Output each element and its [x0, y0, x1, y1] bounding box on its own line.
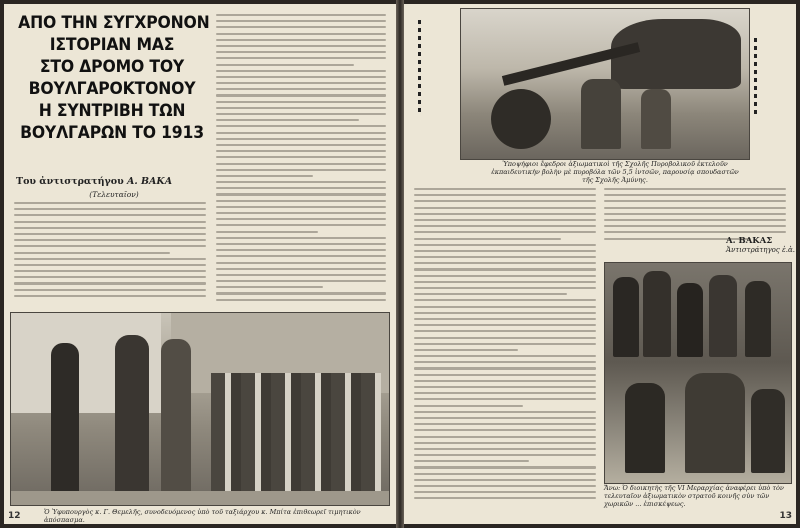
text-line	[414, 200, 596, 202]
text-line	[216, 26, 386, 28]
text-line	[604, 207, 786, 209]
text-line	[414, 287, 596, 289]
text-line	[216, 138, 386, 140]
text-line	[216, 39, 386, 41]
text-line	[216, 144, 386, 146]
text-line	[14, 221, 206, 223]
text-line	[414, 312, 596, 314]
text-line	[216, 33, 386, 35]
text-line	[216, 125, 386, 127]
left-page	[4, 4, 396, 524]
text-line	[216, 212, 386, 214]
text-line	[414, 361, 596, 363]
left-photo-caption: Ὁ Ὑφυπουργὸς κ. Γ. Θεμελῆς, συνοδευόμενος ὑπὸ τοῦ ταξιάρχου κ. Μπίτα ἐπιθεωρεῖ τιμητικὸν ἀπόσπασμα.	[44, 508, 361, 524]
text-line	[14, 252, 170, 254]
text-line	[414, 392, 596, 394]
text-line	[604, 213, 786, 215]
text-line	[414, 466, 596, 468]
headline-line: ΒΟΥΛΓΑΡΟΚΤΟΝΟΥ	[28, 79, 196, 99]
text-line	[14, 282, 206, 284]
text-line	[14, 295, 206, 297]
text-line	[414, 405, 523, 407]
text-line	[414, 411, 596, 413]
signature-rank: Ἀντιστράτηγος ἐ.ἀ.	[726, 246, 795, 254]
subheading: (Τελευταῖον)	[89, 190, 139, 199]
text-line	[216, 82, 386, 84]
text-line	[216, 200, 386, 202]
text-line	[414, 343, 596, 345]
text-line	[216, 119, 359, 121]
text-line	[216, 163, 386, 165]
text-line	[216, 101, 386, 103]
text-line	[414, 318, 596, 320]
text-line	[216, 57, 386, 59]
text-line	[414, 485, 596, 487]
text-line	[216, 181, 386, 183]
byline-prefix: Του ἀντιστρατήγου	[16, 176, 124, 187]
troops-photo	[604, 262, 792, 484]
text-line	[414, 497, 596, 499]
text-line	[14, 233, 206, 235]
text-line	[14, 264, 206, 266]
text-line	[216, 132, 386, 134]
text-line	[414, 231, 596, 233]
text-line	[414, 250, 596, 252]
text-line	[414, 454, 596, 456]
text-line	[604, 231, 786, 233]
text-line	[414, 330, 596, 332]
text-line	[216, 107, 386, 109]
text-line	[216, 280, 386, 282]
artillery-photo-caption: Ὑποψήφιοι ἔφεδροι ἀξιωματικοὶ τῆς Σχολῆς Πυροβολικοῦ ἐκτελοῦν ἐκπαιδευτικὴν βολὴν μὲ πυροβόλα τῶν 5,5 ἰντσῶν, παρουσίᾳ σπουδαστῶν τῆς Σχολῆς Ἀμύνης.	[491, 160, 739, 184]
text-line	[414, 324, 596, 326]
headline-line: ΙΣΤΟΡΙΑΝ ΜΑΣ	[49, 35, 175, 55]
text-line	[414, 256, 596, 258]
text-line	[414, 349, 518, 351]
text-line	[414, 374, 596, 376]
text-line	[216, 262, 386, 264]
text-line	[14, 214, 206, 216]
text-line	[604, 225, 786, 227]
text-line	[414, 293, 567, 295]
text-line	[414, 299, 596, 301]
text-line	[604, 219, 786, 221]
text-line	[216, 88, 386, 90]
text-line	[604, 188, 786, 190]
text-line	[216, 224, 386, 226]
text-line	[414, 473, 596, 475]
spread-gutter	[396, 0, 404, 528]
text-line	[414, 306, 596, 308]
text-line	[14, 289, 206, 291]
text-line	[216, 249, 386, 251]
text-line	[216, 268, 386, 270]
text-line	[414, 275, 596, 277]
text-line	[216, 274, 386, 276]
article-headline	[10, 12, 214, 144]
text-line	[14, 258, 206, 260]
text-line	[216, 14, 386, 16]
headline-line: ΣΤΟ ΔΡΟΜΟ ΤΟΥ	[39, 57, 185, 77]
text-line	[216, 113, 386, 115]
text-line	[216, 150, 386, 152]
text-line	[14, 227, 206, 229]
text-line	[414, 460, 529, 462]
inspection-photo	[10, 312, 390, 506]
text-line	[14, 245, 206, 247]
text-line	[604, 194, 786, 196]
text-line	[14, 239, 206, 241]
text-line	[414, 417, 596, 419]
text-line	[14, 208, 206, 210]
text-line	[414, 213, 596, 215]
signature-name: Α. ΒΑΚΑΣ	[726, 236, 773, 246]
text-line	[414, 244, 596, 246]
text-line	[414, 194, 596, 196]
text-line	[414, 479, 596, 481]
text-line	[414, 268, 596, 270]
text-line	[216, 64, 354, 66]
headline-line: ΒΟΥΛΓΑΡΩΝ ΤΟ 1913	[20, 123, 204, 143]
text-line	[414, 380, 596, 382]
artillery-photo	[460, 8, 750, 160]
text-line	[414, 367, 596, 369]
text-line	[216, 94, 386, 96]
text-line	[14, 276, 206, 278]
body-text-column	[14, 202, 206, 306]
text-line	[216, 206, 386, 208]
text-line	[414, 337, 596, 339]
text-line	[216, 156, 386, 158]
right-page	[404, 4, 796, 524]
signature	[726, 236, 795, 254]
text-line	[414, 386, 596, 388]
margin-ornament	[754, 38, 757, 118]
headline-line: Η ΣΥΝΤΡΙΒΗ ΤΩΝ	[38, 101, 186, 121]
text-line	[414, 262, 596, 264]
text-line	[216, 169, 386, 171]
text-line	[414, 423, 596, 425]
page-number-right: 13	[779, 511, 792, 521]
text-line	[216, 51, 386, 53]
text-line	[414, 225, 596, 227]
troops-photo-caption: Ἄνω: Ὁ διοικητὴς τῆς VI Μεραρχίας ἀναφέρει ὑπὸ τὸν τελευταῖον ἀξιωματικὸν στρατοῦ κοινῆς σὺν τῶν χωρικῶν ... ἐπισκέψεως.	[604, 484, 784, 508]
text-line	[216, 286, 323, 288]
text-line	[216, 175, 313, 177]
text-line	[414, 429, 596, 431]
body-text-column	[414, 188, 596, 510]
text-line	[216, 70, 386, 72]
text-line	[216, 292, 386, 294]
text-line	[414, 491, 596, 493]
body-text-column	[216, 14, 386, 306]
text-line	[216, 76, 386, 78]
text-line	[216, 255, 386, 257]
text-line	[414, 188, 596, 190]
text-line	[216, 218, 386, 220]
text-line	[216, 193, 386, 195]
text-line	[414, 207, 596, 209]
text-line	[414, 436, 596, 438]
page-number-left: 12	[8, 511, 21, 521]
text-line	[216, 237, 386, 239]
text-line	[216, 231, 318, 233]
margin-ornament	[418, 20, 421, 114]
text-line	[414, 238, 561, 240]
text-line	[414, 219, 596, 221]
text-line	[414, 281, 596, 283]
text-line	[414, 448, 596, 450]
text-line	[14, 202, 206, 204]
text-line	[216, 299, 386, 301]
text-line	[414, 398, 596, 400]
text-line	[216, 20, 386, 22]
text-line	[216, 243, 386, 245]
text-line	[14, 270, 206, 272]
text-line	[216, 45, 386, 47]
text-line	[604, 200, 786, 202]
text-line	[414, 355, 596, 357]
text-line	[414, 442, 596, 444]
headline-line: ΑΠΟ ΤΗΝ ΣΥΓΧΡΟΝΟΝ	[18, 13, 210, 33]
author-name: Α. ΒΑΚΑ	[127, 176, 173, 187]
text-line	[216, 187, 386, 189]
byline	[16, 176, 172, 187]
